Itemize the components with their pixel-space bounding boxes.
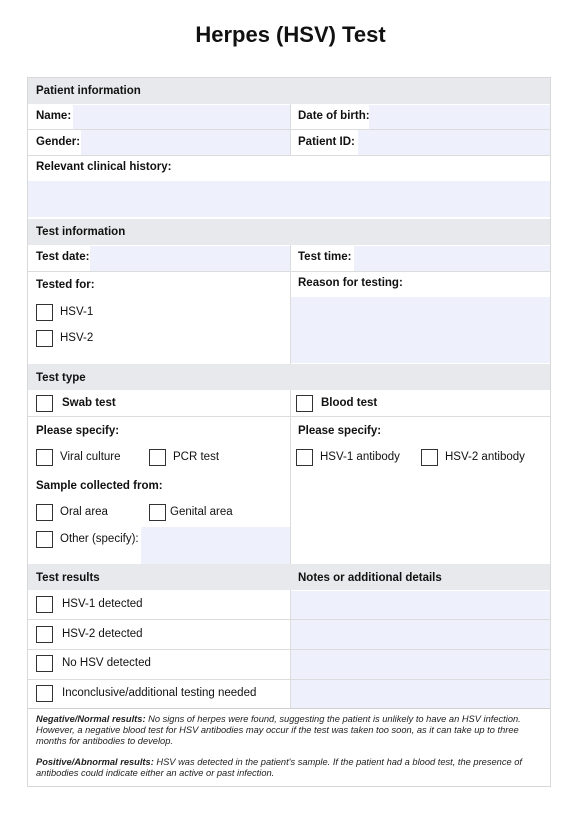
positive-results-title: Positive/Abnormal results: <box>36 757 154 767</box>
name-field[interactable] <box>73 105 290 129</box>
pcr-test-label: PCR test <box>173 451 220 463</box>
hsv1-antibody-label: HSV-1 antibody <box>320 451 400 463</box>
patient-info-heading: Patient information <box>36 85 141 97</box>
other-specify-field[interactable] <box>141 527 290 564</box>
swab-test-label: Swab test <box>62 397 116 409</box>
hsv2-detected-label: HSV-2 detected <box>62 628 143 640</box>
hsv2-detected-checkbox[interactable] <box>36 626 53 643</box>
test-type-heading: Test type <box>36 372 86 384</box>
notes-heading: Notes or additional details <box>298 572 442 584</box>
positive-results-note <box>36 757 536 779</box>
negative-results-title: Negative/Normal results: <box>36 714 146 724</box>
date-of-birth-field[interactable] <box>369 105 550 129</box>
reason-field[interactable] <box>291 297 550 363</box>
no-hsv-detected-label: No HSV detected <box>62 657 151 669</box>
clinical-history-label: Relevant clinical history: <box>36 161 172 173</box>
notes-field-4[interactable] <box>291 680 550 708</box>
genital-area-label: Genital area <box>170 506 233 518</box>
clinical-history-field[interactable] <box>28 181 550 217</box>
notes-field-2[interactable] <box>291 620 550 649</box>
swab-test-checkbox[interactable] <box>36 395 53 412</box>
notes-field-3[interactable] <box>291 650 550 679</box>
test-date-field[interactable] <box>90 246 290 271</box>
positive-results-text: HSV was detected in the patient's sample. If the patient had a blood test, the presence of antibodies could indicate either an active or past infection. <box>36 757 522 778</box>
no-hsv-detected-checkbox[interactable] <box>36 655 53 672</box>
swab-specify-label: Please specify: <box>36 425 120 437</box>
blood-test-label: Blood test <box>321 397 378 409</box>
viral-culture-checkbox[interactable] <box>36 449 53 466</box>
results-header <box>28 564 550 590</box>
pcr-test-checkbox[interactable] <box>149 449 166 466</box>
test-time-label: Test time: <box>298 251 352 263</box>
hsv1-detected-label: HSV-1 detected <box>62 598 143 610</box>
hsv1-detected-checkbox[interactable] <box>36 596 53 613</box>
other-specify-label: Other (specify): <box>60 533 139 545</box>
name-label: Name: <box>36 110 72 122</box>
hsv1-option-label: HSV-1 <box>60 306 94 318</box>
sample-collected-label: Sample collected from: <box>36 480 163 492</box>
negative-results-note <box>36 714 536 747</box>
test-type-header <box>28 364 550 390</box>
hsv-test-form <box>27 77 551 787</box>
other-sample-checkbox[interactable] <box>36 531 53 548</box>
tested-for-label: Tested for: <box>36 279 95 291</box>
oral-area-label: Oral area <box>60 506 108 518</box>
test-time-field[interactable] <box>354 246 550 271</box>
gender-label: Gender: <box>36 136 81 148</box>
oral-area-checkbox[interactable] <box>36 504 53 521</box>
gender-field[interactable] <box>81 130 290 155</box>
page-title: Herpes (HSV) Test <box>195 22 386 47</box>
results-heading: Test results <box>36 572 100 584</box>
viral-culture-label: Viral culture <box>60 451 121 463</box>
hsv2-checkbox[interactable] <box>36 330 53 347</box>
hsv2-option-label: HSV-2 <box>60 332 94 344</box>
reason-label: Reason for testing: <box>298 277 403 289</box>
blood-specify-label: Please specify: <box>298 425 382 437</box>
hsv2-antibody-checkbox[interactable] <box>421 449 438 466</box>
patient-id-label: Patient ID: <box>298 136 355 148</box>
date-of-birth-label: Date of birth: <box>298 110 370 122</box>
hsv1-antibody-checkbox[interactable] <box>296 449 313 466</box>
notes-field-1[interactable] <box>291 591 550 619</box>
blood-test-checkbox[interactable] <box>296 395 313 412</box>
genital-area-checkbox[interactable] <box>149 504 166 521</box>
test-info-heading: Test information <box>36 226 126 238</box>
patient-id-field[interactable] <box>358 130 550 155</box>
inconclusive-checkbox[interactable] <box>36 685 53 702</box>
inconclusive-label: Inconclusive/additional testing needed <box>62 687 257 699</box>
hsv1-checkbox[interactable] <box>36 304 53 321</box>
test-date-label: Test date: <box>36 251 90 263</box>
hsv2-antibody-label: HSV-2 antibody <box>445 451 525 463</box>
negative-results-text: No signs of herpes were found, suggesting the patient is unlikely to have an HSV infection. However, a negative blood test for HSV antibodies may occur if the test was taken too soon, as it can take up to three months for antibodies to develop. <box>36 714 521 746</box>
